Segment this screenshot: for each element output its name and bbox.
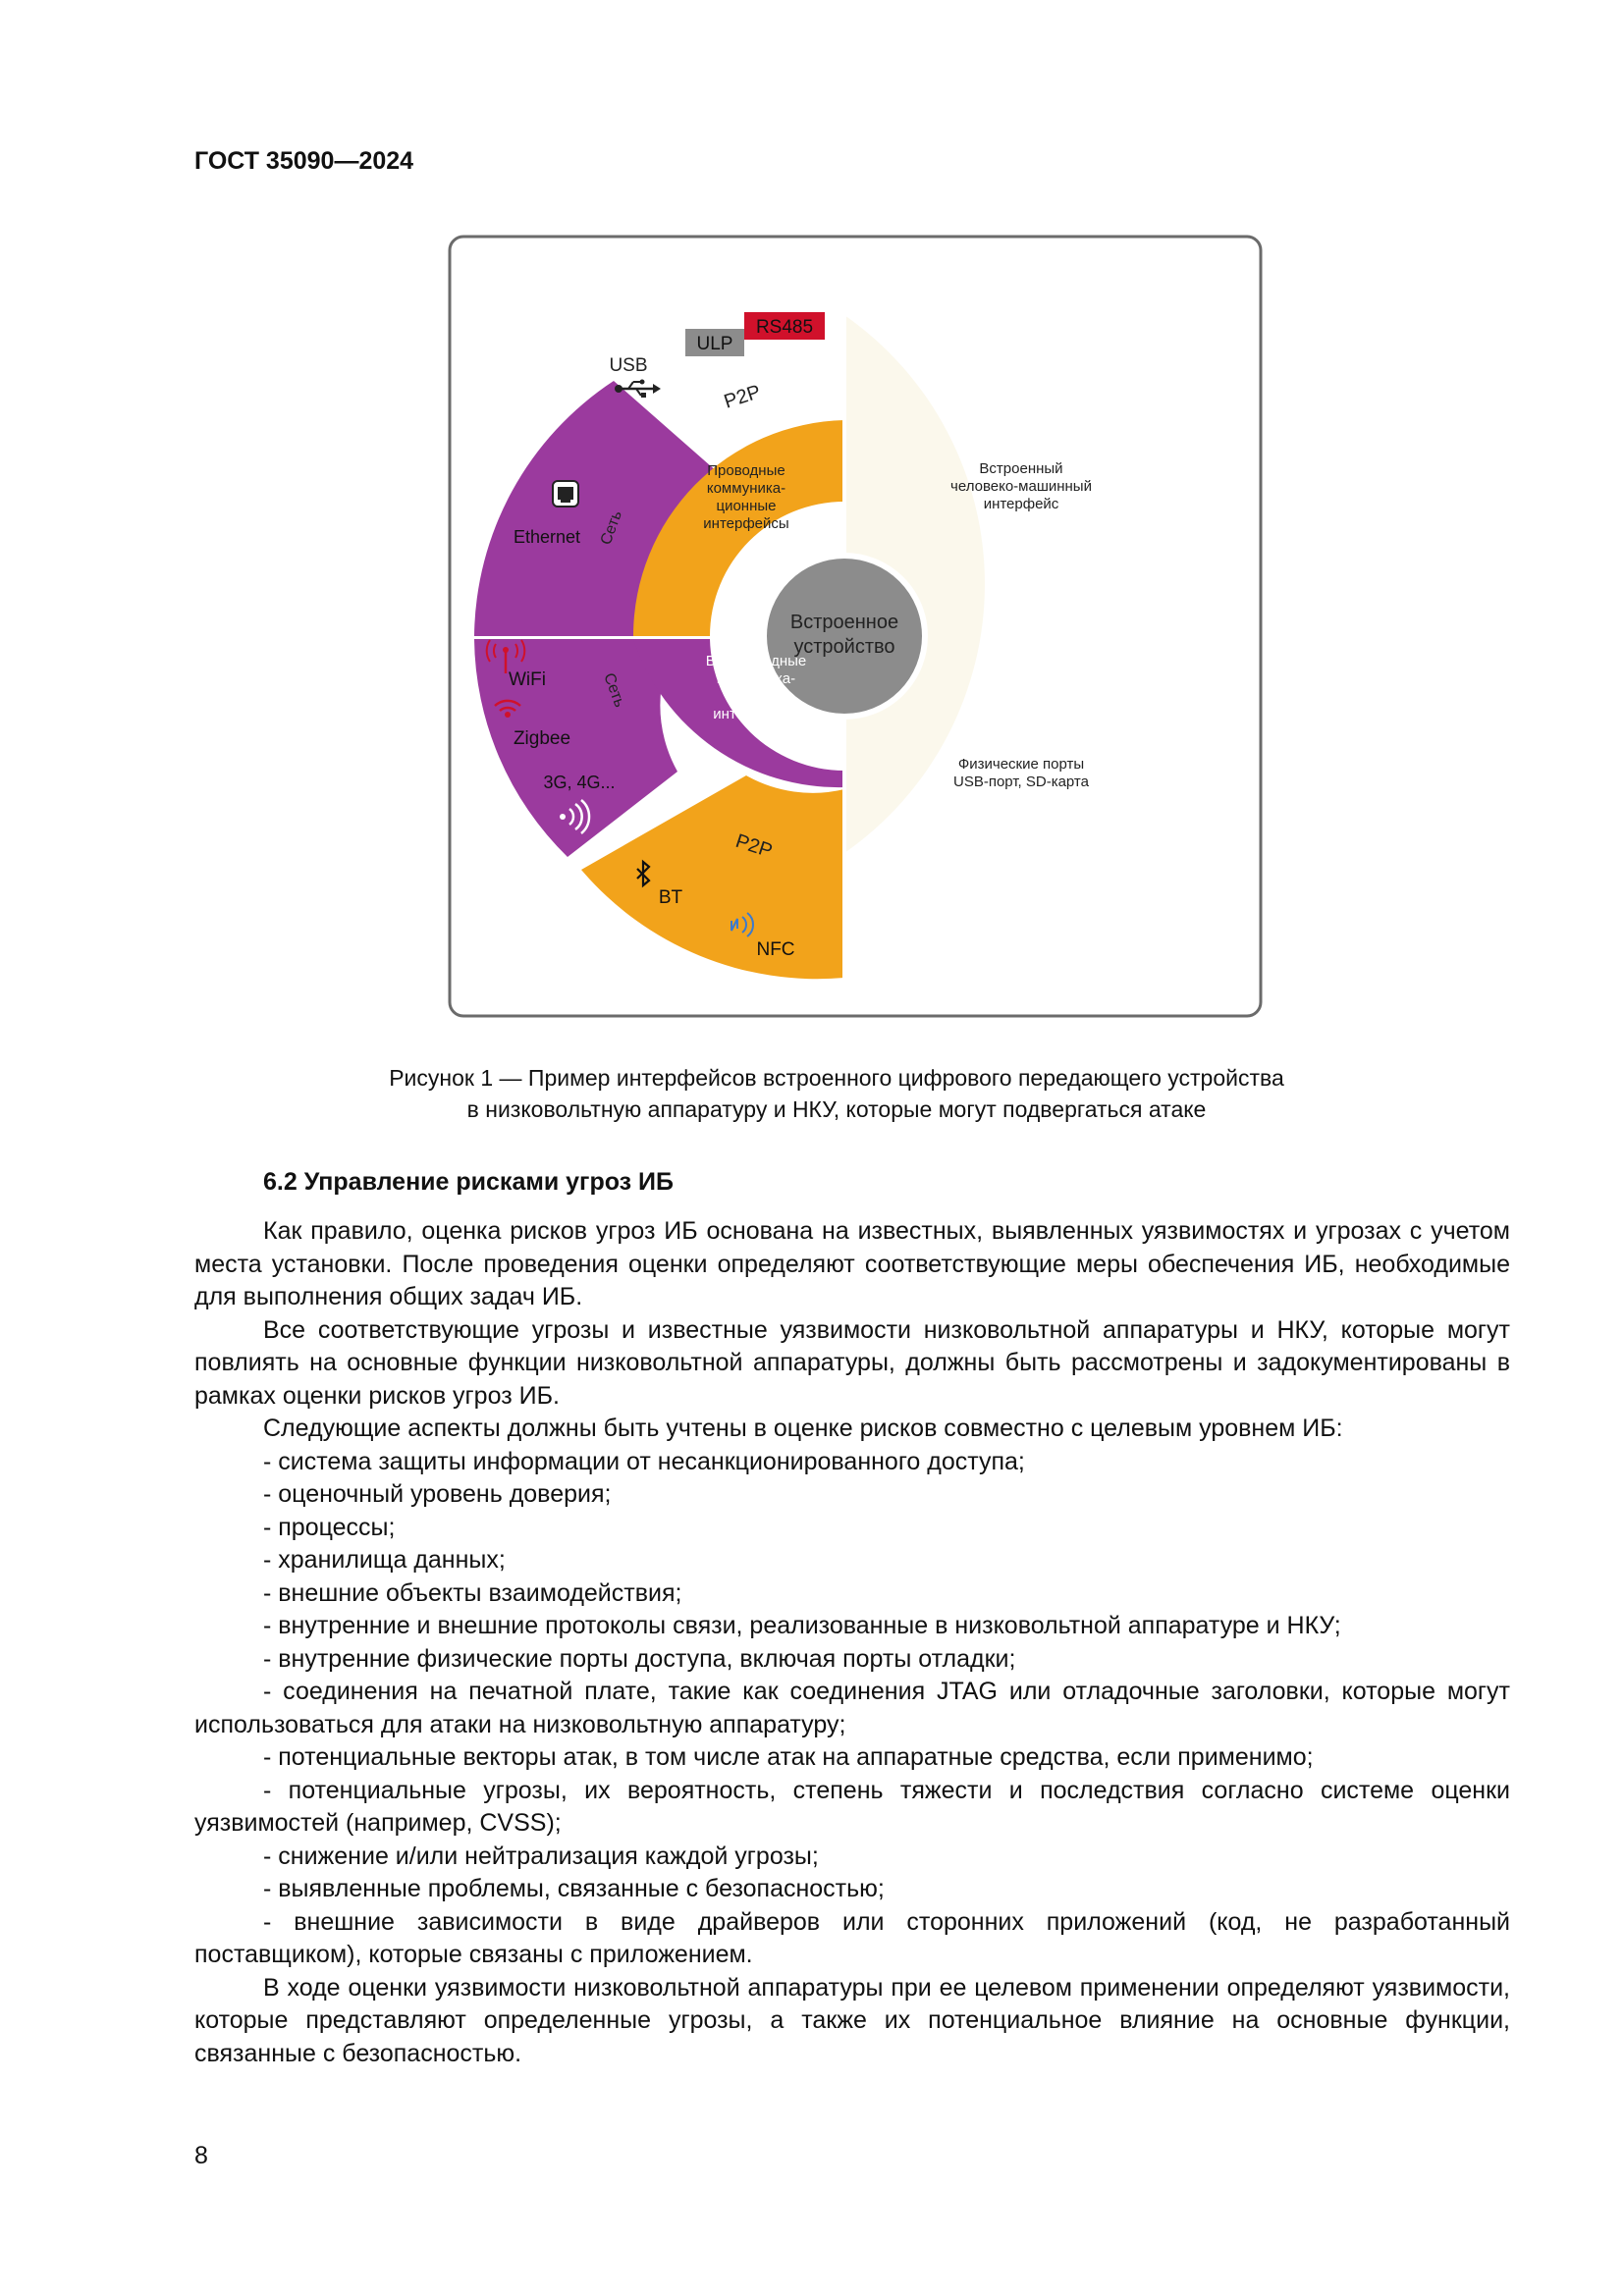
list-item: - хранилища данных; xyxy=(263,1546,506,1574)
list-item: - соединения на печатной плате, такие как соединения JTAG или отладочные заголовки, которые могут использоваться для атаки на низковольтную аппаратуру; xyxy=(194,1678,1510,1738)
document-header: ГОСТ 35090—2024 xyxy=(194,147,414,175)
list-item: - оценочный уровень доверия; xyxy=(263,1480,612,1508)
wired-label-1: Проводные xyxy=(707,462,785,479)
zigbee-label: Zigbee xyxy=(513,728,571,749)
cellular-label: 3G, 4G... xyxy=(543,773,616,792)
wireless-label-3: ционные xyxy=(726,688,786,705)
list-item: - внутренние и внешние протоколы связи, реализованные в низковольтной аппаратуре и НКУ; xyxy=(263,1612,1341,1639)
wireless-label-2: коммуника- xyxy=(716,670,796,687)
section-title: 6.2 Управление рисками угроз ИБ xyxy=(263,1168,674,1196)
wireless-label-1: Беспроводные xyxy=(705,653,807,669)
section-body xyxy=(194,1215,1510,2070)
p2p-bottom-label: P2P xyxy=(732,829,776,863)
list-item: - система защиты информации от несанкционированного доступа; xyxy=(263,1447,1025,1475)
caption-line-2: в низковольтную аппаратуру и НКУ, которые могут подвергаться атаке xyxy=(466,1096,1207,1122)
usb-label: USB xyxy=(609,355,648,376)
wired-label-2: коммуника- xyxy=(706,480,786,497)
rs485-label: RS485 xyxy=(755,317,814,338)
list-item: - выявленные проблемы, связанные с безопасностью; xyxy=(263,1875,885,1902)
center-label-2: устройство xyxy=(793,636,895,658)
network-top-label: Сеть xyxy=(597,508,625,548)
wireless-label-4: интерфейсы xyxy=(713,706,799,722)
paragraph: Все соответствующие угрозы и известные уязвимости низковольтной аппаратуры и НКУ, которые могут повлиять на основные функции низковольтной аппаратуры, должны быть рассмотрены и задокументированы в рамках оценки рисков угроз ИБ. xyxy=(194,1315,1510,1410)
list-item: - потенциальные векторы атак, в том числе атак на аппаратные средства, если применимо; xyxy=(263,1743,1314,1771)
physical-ports-label-1: Физические порты xyxy=(957,756,1085,773)
hmi-label-3: интерфейс xyxy=(983,496,1059,512)
page-number: 8 xyxy=(194,2142,208,2169)
ethernet-label: Ethernet xyxy=(513,527,581,547)
nfc-label: NFC xyxy=(756,939,795,960)
ethernet-icon xyxy=(553,481,578,507)
paragraph: Как правило, оценка рисков угроз ИБ основана на известных, выявленных уязвимостях и угрозах с учетом места установки. После проведения оценки определяют соответствующие меры обеспечения ИБ, необходимые для выполнения общих задач ИБ. xyxy=(194,1217,1510,1310)
wired-label-4: интерфейсы xyxy=(703,515,789,532)
bt-label: BT xyxy=(658,887,683,908)
ulp-label: ULP xyxy=(696,334,733,354)
list-item: - процессы; xyxy=(263,1513,396,1541)
list-item: - снижение и/или нейтрализация каждой угрозы; xyxy=(263,1842,819,1870)
list-item: - внешние зависимости в виде драйверов или сторонних приложений (код, не разработанный поставщиком), которые связаны с приложением. xyxy=(194,1907,1510,1968)
paragraph: Следующие аспекты должны быть учтены в оценке рисков совместно с целевым уровнем ИБ: xyxy=(263,1415,1343,1442)
network-bottom-label: Сеть xyxy=(600,670,628,710)
p2p-top-label: P2P xyxy=(721,381,764,413)
figure-interfaces-diagram xyxy=(447,234,1264,1019)
caption-line-1: Рисунок 1 — Пример интерфейсов встроенного цифрового передающего устройства xyxy=(389,1065,1284,1091)
wired-label-3: ционные xyxy=(716,498,777,514)
diagram-svg xyxy=(447,234,1264,1019)
figure-caption xyxy=(295,1062,1379,1125)
paragraph: В ходе оценки уязвимости низковольтной аппаратуры при ее целевом применении определяют уязвимости, которые представляют определенные угрозы, а также их потенциальное влияние на основные функции, связанные с безопасностью. xyxy=(194,1973,1510,2067)
hmi-label-1: Встроенный xyxy=(979,460,1063,477)
center-label-1: Встроенное xyxy=(789,612,899,633)
list-item: - внешние объекты взаимодействия; xyxy=(263,1578,682,1607)
wifi-label: WiFi xyxy=(509,669,546,690)
physical-ports-label-2: USB-порт, SD-карта xyxy=(953,774,1089,790)
list-item: - потенциальные угрозы, их вероятность, степень тяжести и последствия согласно системе оценки уязвимостей (например, CVSS); xyxy=(194,1776,1510,1837)
list-item: - внутренние физические порты доступа, включая порты отладки; xyxy=(263,1644,1016,1673)
hmi-label-2: человеко-машинный xyxy=(950,478,1092,495)
